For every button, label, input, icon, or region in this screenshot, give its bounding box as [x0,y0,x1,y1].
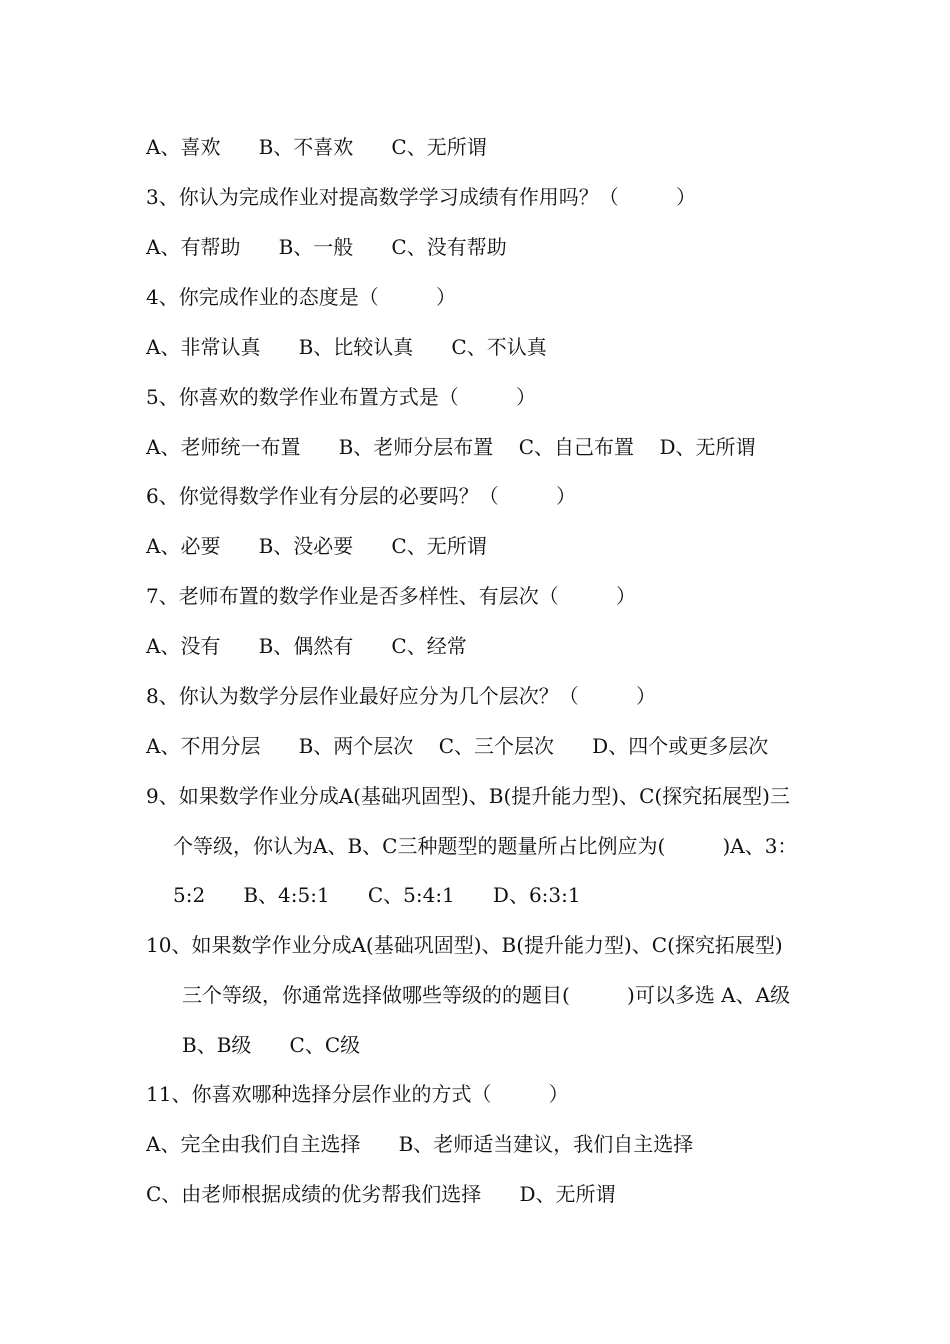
option-line-q9: 5:2 B、4:5:1 C、5:4:1 D、6:3:1 [173,883,581,907]
option-line-q4: A、非常认真 B、比较认真 C、不认真 [146,335,547,359]
question-4: 4、你完成作业的态度是（ ） [146,285,456,309]
option-line-q6: A、必要 B、没必要 C、无所谓 [146,534,487,558]
question-7: 7、老师布置的数学作业是否多样性、有层次（ ） [146,584,636,608]
question-5: 5、你喜欢的数学作业布置方式是（ ） [146,385,536,409]
option-line-q2: A、喜欢 B、不喜欢 C、无所谓 [146,135,487,159]
question-9-line-2: 个等级，你认为A、B、C三种题型的题量所占比例应为( )A、3： [173,834,798,858]
option-line-q3: A、有帮助 B、一般 C、没有帮助 [146,235,507,259]
question-11: 11、你喜欢哪种选择分层作业的方式（ ） [146,1082,569,1106]
question-10-line-2: 三个等级，你通常选择做哪些等级的的题目( )可以多选 A、A级 [182,983,791,1007]
question-9-line-1: 9、如果数学作业分成A(基础巩固型)、B(提升能力型)、C(探究拓展型)三 [146,784,790,808]
option-line-q11-a: A、完全由我们自主选择 B、老师适当建议，我们自主选择 [146,1132,694,1156]
question-8: 8、你认为数学分层作业最好应分为几个层次？（ ） [146,684,656,708]
option-line-q11-b: C、由老师根据成绩的优劣帮我们选择 D、无所谓 [146,1182,616,1206]
option-line-q7: A、没有 B、偶然有 C、经常 [146,634,467,658]
question-3: 3、你认为完成作业对提高数学学习成绩有作用吗？（ ） [146,185,696,209]
question-10-line-1: 10、如果数学作业分成A(基础巩固型)、B(提升能力型)、C(探究拓展型) [146,933,783,957]
option-line-q5: A、老师统一布置 B、老师分层布置 C、自己布置 D、无所谓 [146,435,756,459]
option-line-q10: B、B级 C、C级 [182,1033,361,1057]
option-line-q8: A、不用分层 B、两个层次 C、三个层次 D、四个或更多层次 [146,734,769,758]
question-6: 6、你觉得数学作业有分层的必要吗？（ ） [146,484,576,508]
